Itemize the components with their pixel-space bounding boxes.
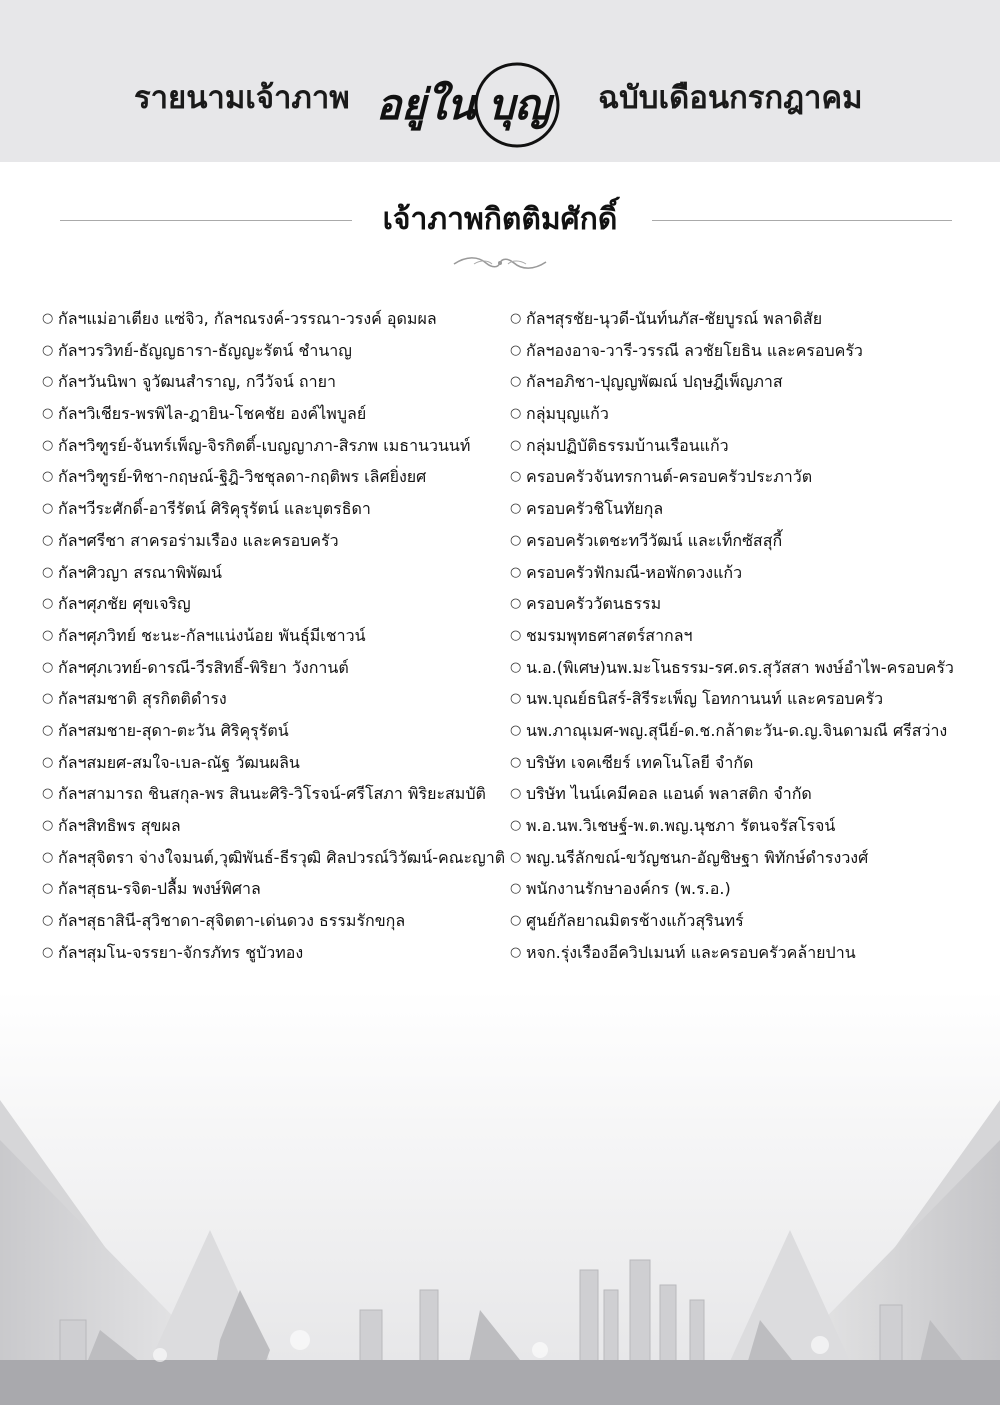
donor-name: กัลฯศุภเวทย์-ดารณี-วีรสิทธิ์-พิริยา วังกานต์ (58, 657, 349, 677)
circle-bullet-icon: ○ (42, 722, 54, 738)
donor-right-item (508, 335, 968, 367)
circle-bullet-icon: ○ (42, 659, 54, 675)
donor-right-item (508, 937, 968, 969)
donor-name: กัลฯศรีชา สาครอร่ามเรือง และครอบครัว (58, 530, 339, 550)
donor-name: ครอบครัววัตนธรรม (526, 594, 662, 614)
circle-bullet-icon: ○ (510, 532, 522, 548)
donor-right-item (508, 842, 968, 874)
section-title: เจ้าภาพกิตติมศักดิ์ (382, 202, 618, 237)
circle-bullet-icon: ○ (42, 374, 54, 390)
donor-left-item (40, 715, 500, 747)
donor-name: กัลฯวันนิพา จูวัฒนสำราญ, กวีวัจน์ ถายา (58, 372, 336, 392)
donor-left-item (40, 588, 500, 620)
donor-name: กัลฯวีระศักดิ์-อารีรัตน์ ศิริคุรุรัตน์ และบุตรธิดา (58, 499, 371, 519)
donor-name: ศูนย์กัลยาณมิตรช้างแก้วสุรินทร์ (526, 911, 744, 931)
donor-right-item (508, 652, 968, 684)
header-title-left: รายนามเจ้าภาพ (134, 80, 350, 116)
circle-bullet-icon: ○ (510, 722, 522, 738)
flourish-ornament-icon (452, 252, 548, 274)
donor-left-item (40, 873, 500, 905)
circle-bullet-icon: ○ (42, 691, 54, 707)
circle-bullet-icon: ○ (42, 596, 54, 612)
donor-right-item (508, 461, 968, 493)
donor-name: ชมรมพุทธศาสตร์สากลฯ (526, 625, 693, 645)
donor-right-item (508, 620, 968, 652)
donor-left-item (40, 905, 500, 937)
donor-right-item (508, 778, 968, 810)
donor-left-item (40, 683, 500, 715)
circle-bullet-icon: ○ (42, 944, 54, 960)
donor-name: ครอบครัวจันทรกานต์-ครอบครัวประภาวัต (526, 467, 813, 487)
circle-bullet-icon: ○ (510, 881, 522, 897)
circle-bullet-icon: ○ (510, 596, 522, 612)
circle-bullet-icon: ○ (510, 342, 522, 358)
donor-right-item (508, 905, 968, 937)
circle-bullet-icon: ○ (510, 659, 522, 675)
circle-bullet-icon: ○ (510, 469, 522, 485)
donor-name: กลุ่มบุญแก้ว (526, 404, 609, 424)
circle-bullet-icon: ○ (510, 374, 522, 390)
donor-name: กัลฯสุรชัย-นุวดี-นันท์นภัส-ชัยบูรณ์ พลาดิสัย (526, 309, 823, 328)
donor-left-item (40, 620, 500, 652)
circle-bullet-icon: ○ (42, 501, 54, 517)
circle-bullet-icon: ○ (42, 406, 54, 422)
donor-left-item (40, 525, 500, 557)
donor-name: พ.อ.นพ.วิเชษฐ์-พ.ต.พญ.นุชภา รัตนจรัสโรจน์ (526, 816, 836, 835)
donor-right-item (508, 398, 968, 430)
circle-bullet-icon: ○ (510, 913, 522, 929)
ayunaiboon-logo (368, 60, 588, 160)
donor-left-item (40, 810, 500, 842)
donor-name: กลุ่มปฏิบัติธรรมบ้านเรือนแก้ว (526, 435, 729, 455)
donor-name: กัลฯศุภชัย ศุขเจริญ (58, 594, 191, 614)
donor-name: พนักงานรักษาองค์กร (พ.ร.อ.) (526, 879, 731, 899)
circle-bullet-icon: ○ (42, 754, 54, 770)
donor-right-item (508, 430, 968, 462)
circle-bullet-icon: ○ (42, 818, 54, 833)
donor-right-item (508, 810, 968, 842)
donor-name: กัลฯสุจิตรา จ่างใจมนต์,วุฒิพันธ์-ธีรวุฒิ ศิลปวรณ์วิวัฒน์-คณะญาติ (58, 847, 506, 867)
circle-bullet-icon: ○ (510, 406, 522, 422)
donor-left-item (40, 398, 500, 430)
donor-name: น.อ.(พิเศษ)นพ.มะโนธรรม-รศ.ดร.สุวัสสา พงษ์อำไพ-ครอบครัว (526, 657, 954, 677)
donor-name: กัลฯวิเชียร-พรพิไล-ฎายิน-โชคชัย องค์ไพบูลย์ (58, 404, 367, 424)
donor-name: กัลฯสมยศ-สมใจ-เบล-ณัฐ วัฒนผลิน (58, 752, 300, 772)
donor-left-item (40, 430, 500, 462)
circle-bullet-icon: ○ (42, 469, 54, 485)
donor-name: กัลฯศิวญา สรณาพิพัฒน์ (58, 562, 222, 582)
donor-name: พญ.นรีลักขณ์-ขวัญชนก-อัญชิษฐา พิทักษ์ดำรงวงศ์ (526, 847, 869, 867)
donor-name: กัลฯอภิชา-ปุญญพัฒณ์ ปฤษฎีเพ็ญภาส (526, 372, 783, 392)
donor-name: กัลฯศุภวิทย์ ชะนะ-กัลฯแน่งน้อย พันธุ์มีเชาวน์ (58, 625, 366, 645)
donor-left-item (40, 461, 500, 493)
donor-name: บริษัท เจคเซียร์ เทคโนโลยี จำกัด (526, 752, 754, 772)
donor-name: กัลฯสุธน-รจิต-ปลื้ม พงษ์พิศาล (58, 879, 261, 899)
donor-list-right (508, 303, 968, 968)
circle-bullet-icon: ○ (42, 627, 54, 643)
donor-left-item (40, 493, 500, 525)
donor-name: กัลฯสิทธิพร สุขผล (58, 816, 181, 835)
donor-right-item (508, 715, 968, 747)
circle-bullet-icon: ○ (42, 437, 54, 453)
header-title-right: ฉบับเดือนกรกฎาคม (598, 80, 863, 116)
donor-left-item (40, 303, 500, 335)
donor-name: กัลฯแม่อาเตียง แซ่จิว, กัลฯณรงค์-วรรณา-วรงค์ อุดมผล (58, 309, 437, 328)
donor-list-left (40, 303, 506, 968)
donor-name: นพ.ภาณุเมศ-พญ.สุนีย์-ด.ช.กล้าตะวัน-ด.ญ.จินดามณี ศรีสว่าง (526, 720, 948, 740)
donor-name: กัลฯสมชาติ สุรกิตติดำรง (58, 689, 227, 709)
donor-name: กัลฯองอาจ-วารี-วรรณี ลวชัยโยธิน และครอบครัว (526, 340, 863, 360)
donor-right-item (508, 303, 968, 335)
donor-left-item (40, 937, 500, 969)
donor-right-item (508, 683, 968, 715)
circle-bullet-icon: ○ (510, 564, 522, 580)
donor-right-item (508, 557, 968, 589)
donor-right-item (508, 588, 968, 620)
circle-bullet-icon: ○ (510, 437, 522, 453)
circle-bullet-icon: ○ (510, 691, 522, 707)
circle-bullet-icon: ○ (42, 881, 54, 897)
circle-bullet-icon: ○ (510, 786, 522, 802)
donor-right-item (508, 747, 968, 779)
circle-bullet-icon: ○ (510, 311, 522, 326)
circle-bullet-icon: ○ (42, 913, 54, 929)
donor-name: บริษัท ไนน์เคมีคอล แอนด์ พลาสติก จำกัด (526, 784, 812, 804)
donor-right-item (508, 525, 968, 557)
logo-word-1: อยู่ใน (376, 80, 476, 129)
title-rule-left (60, 220, 352, 221)
circle-bullet-icon: ○ (510, 754, 522, 770)
circle-bullet-icon: ○ (42, 564, 54, 580)
donor-name: นพ.บุณย์ธนิสร์-สิรีระเพ็ญ โอทกานนท์ และครอบครัว (526, 689, 884, 709)
donor-name: หจก.รุ่งเรืองอีควิปเมนท์ และครอบครัวคล้ายปาน (526, 942, 856, 962)
donor-name: กัลฯวิฑูรย์-จันทร์เพ็ญ-จิรกิตติ์-เบญญาภา-สิรภพ เมธานวนนท์ (58, 435, 471, 455)
circle-bullet-icon: ○ (42, 311, 54, 326)
donor-left-item (40, 366, 500, 398)
donor-name: กัลฯวรวิทย์-ธัญญธารา-ธัญญะรัตน์ ชำนาญ (58, 340, 352, 360)
circle-bullet-icon: ○ (42, 342, 54, 358)
title-rule-right (652, 220, 952, 221)
donor-name: ครอบครัวเตชะทวีวัฒน์ และเท็กซัสสุกี้ (526, 530, 783, 550)
donor-name: กัลฯสามารถ ชินสกุล-พร สินนะศิริ-วิโรจน์-ศรีโสภา พิริยะสมบัติ (58, 784, 486, 804)
circle-bullet-icon: ○ (510, 849, 522, 865)
circle-bullet-icon: ○ (510, 944, 522, 960)
donor-name: ครอบครัวฟักมณี-หอพักดวงแก้ว (526, 562, 743, 582)
circle-bullet-icon: ○ (42, 786, 54, 802)
donor-name: กัลฯสมชาย-สุดา-ตะวัน ศิริคุรุรัตน์ (58, 720, 289, 740)
donor-name: กัลฯสุธาสินี-สุวิชาดา-สุจิตตา-เด่นดวง ธรรมรักขกุล (58, 911, 406, 931)
donor-right-item (508, 493, 968, 525)
circle-bullet-icon: ○ (510, 627, 522, 643)
donor-left-item (40, 778, 500, 810)
donor-right-item (508, 366, 968, 398)
circle-bullet-icon: ○ (42, 532, 54, 548)
donor-name: กัลฯสุมโน-จรรยา-จักรภัทร ชูบัวทอง (58, 942, 304, 962)
crystal-landscape-decoration (0, 990, 1000, 1405)
donor-left-item (40, 842, 506, 874)
circle-bullet-icon: ○ (510, 501, 522, 517)
donor-name: กัลฯวิฑูรย์-ทิชา-กฤษณ์-ฐิฎิ-วิชชุลดา-กฤติพร เลิศยิ่งยศ (58, 467, 427, 487)
circle-bullet-icon: ○ (42, 849, 54, 865)
logo-word-2: บุญ (488, 80, 551, 129)
donor-left-item (40, 335, 500, 367)
donor-left-item (40, 652, 500, 684)
circle-bullet-icon: ○ (510, 818, 522, 833)
donor-name: ครอบครัวชิโนทัยกุล (526, 499, 664, 519)
donor-left-item (40, 747, 500, 779)
donor-right-item (508, 873, 968, 905)
donor-left-item (40, 557, 500, 589)
